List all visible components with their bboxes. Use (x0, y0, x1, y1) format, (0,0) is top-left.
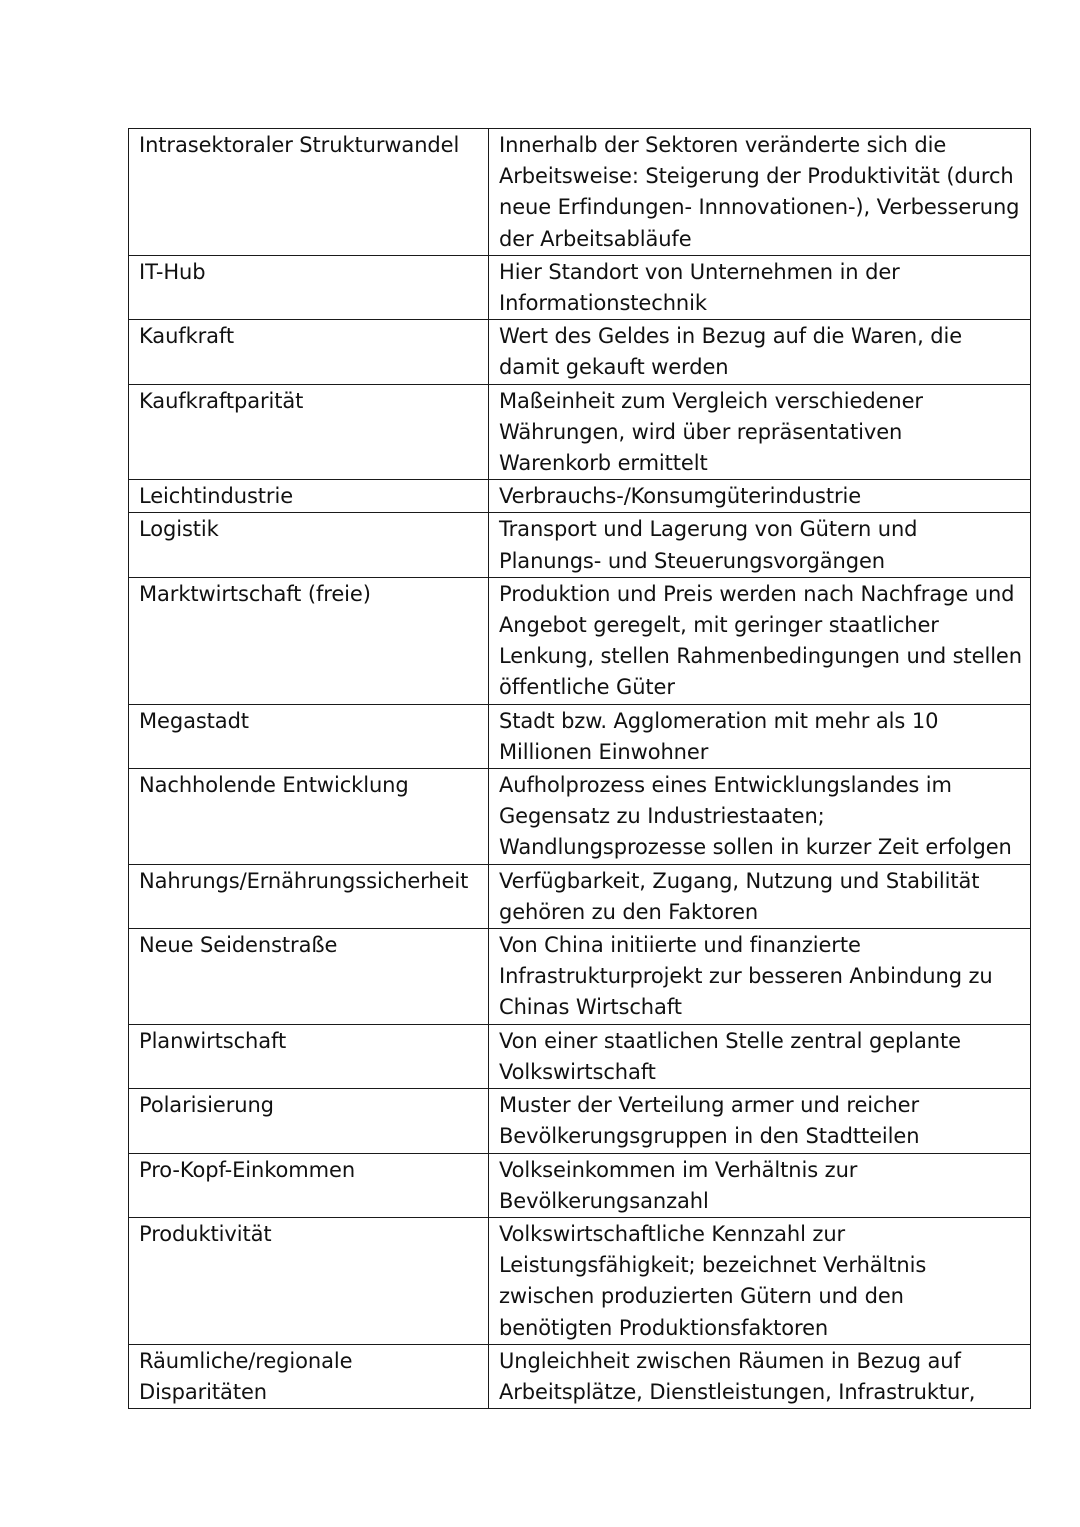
glossary-term (129, 1089, 489, 1153)
glossary-definition (489, 255, 1031, 319)
definition-line: Gegensatz zu Industriestaaten; (499, 804, 825, 829)
definition-line: Warenkorb ermittelt (499, 451, 708, 476)
table-row (129, 1153, 1031, 1217)
definition-line: Leistungsfähigkeit; bezeichnet Verhältnis (499, 1253, 927, 1278)
definition-line: benötigten Produktionsfaktoren (499, 1315, 829, 1340)
term-line: Disparitäten (139, 1379, 267, 1404)
definition-line: Verbrauchs-/Konsumgüterindustrie (499, 484, 862, 509)
definition-line: Von einer staatlichen Stelle zentral geplante (499, 1028, 961, 1053)
term-text: Polarisierung (139, 1093, 274, 1118)
glossary-definition (489, 1217, 1031, 1344)
term-text: Nahrungs/Ernährungssicherheit (139, 868, 469, 893)
term-text: Pro-Kopf-Einkommen (139, 1157, 356, 1182)
definition-line: Innerhalb der Sektoren veränderte sich die (499, 133, 947, 157)
glossary-definition (489, 1153, 1031, 1217)
term-text: Megastadt (139, 708, 249, 733)
table-row (129, 1217, 1031, 1344)
definition-line: Stadt bzw. Agglomeration mit mehr als 10 (499, 708, 939, 733)
definition-line: zwischen produzierten Gütern und den (499, 1284, 904, 1309)
glossary-term (129, 929, 489, 1025)
glossary-term (129, 1217, 489, 1344)
definition-line: Muster der Verteilung armer und reicher (499, 1093, 920, 1118)
definition-line: Von China initiierte und finanzierte (499, 933, 861, 958)
definition-line: Angebot geregelt, mit geringer staatlicher (499, 613, 939, 638)
glossary-body (129, 129, 1031, 1409)
term-text: IT-Hub (139, 259, 206, 284)
definition-line: Volkswirtschaft (499, 1059, 656, 1084)
term-text: Planwirtschaft (139, 1028, 287, 1053)
glossary-definition (489, 1024, 1031, 1088)
definition-line: Bevölkerungsanzahl (499, 1188, 709, 1213)
table-row (129, 480, 1031, 513)
glossary-term (129, 1153, 489, 1217)
glossary-term (129, 384, 489, 480)
term-text: Nachholende Entwicklung (139, 773, 409, 798)
definition-line: Volkseinkommen im Verhältnis zur (499, 1157, 858, 1182)
glossary-definition (489, 513, 1031, 577)
definition-line: Bevölkerungsgruppen in den Stadtteilen (499, 1124, 920, 1149)
glossary-definition (489, 704, 1031, 768)
table-row (129, 929, 1031, 1025)
glossary-term (129, 129, 489, 256)
definition-line: Informationstechnik (499, 291, 707, 316)
definition-line: Arbeitsplätze, Dienstleistungen, Infrastruktur, (499, 1379, 976, 1404)
definition-line: Arbeitsweise: Steigerung der Produktivität (durch (499, 164, 1014, 189)
glossary-term (129, 1024, 489, 1088)
table-row (129, 704, 1031, 768)
definition-line: Millionen Einwohner (499, 739, 709, 764)
glossary-term (129, 769, 489, 865)
definition-line: Infrastrukturprojekt zur besseren Anbindung zu (499, 964, 993, 989)
term-text: Leichtindustrie (139, 484, 294, 509)
glossary-definition (489, 1089, 1031, 1153)
table-row (129, 769, 1031, 865)
table-row (129, 1344, 1031, 1408)
table-row (129, 864, 1031, 928)
glossary-term (129, 864, 489, 928)
definition-line: Lenkung, stellen Rahmenbedingungen und stellen (499, 644, 1022, 669)
glossary-definition (489, 577, 1031, 704)
definition-line: damit gekauft werden (499, 355, 729, 380)
definition-line: Transport und Lagerung von Gütern und (499, 517, 918, 542)
definition-line: öffentliche Güter (499, 675, 675, 700)
glossary-term (129, 704, 489, 768)
term-line: Räumliche/regionale (139, 1348, 353, 1373)
definition-line: Planungs- und Steuerungsvorgängen (499, 548, 885, 573)
definition-line: Ungleichheit zwischen Räumen in Bezug auf (499, 1348, 961, 1373)
table-row (129, 1024, 1031, 1088)
definition-line: Produktion und Preis werden nach Nachfrage und (499, 581, 1015, 606)
definition-line: gehören zu den Faktoren (499, 899, 759, 924)
glossary-definition (489, 929, 1031, 1025)
definition-line: Aufholprozess eines Entwicklungslandes im (499, 773, 952, 798)
definition-line: Chinas Wirtschaft (499, 995, 682, 1020)
table-row (129, 320, 1031, 384)
glossary-definition (489, 384, 1031, 480)
glossary-term (129, 577, 489, 704)
table-row (129, 129, 1031, 256)
table-row (129, 384, 1031, 480)
glossary-term (129, 320, 489, 384)
glossary-table (128, 128, 1031, 1409)
definition-line: Maßeinheit zum Vergleich verschiedener (499, 388, 923, 413)
table-row (129, 255, 1031, 319)
definition-line: Wert des Geldes in Bezug auf die Waren, die (499, 324, 963, 349)
term-text: Produktivität (139, 1221, 272, 1246)
glossary-definition (489, 1344, 1031, 1408)
definition-line: Volkswirtschaftliche Kennzahl zur (499, 1221, 846, 1246)
term-text: Neue Seidenstraße (139, 933, 338, 958)
glossary-term (129, 480, 489, 513)
glossary-term (129, 1344, 489, 1408)
definition-line: der Arbeitsabläufe (499, 226, 692, 251)
term-text: Intrasektoraler Strukturwandel (139, 133, 460, 157)
term-text: Marktwirtschaft (freie) (139, 581, 371, 606)
glossary-definition (489, 480, 1031, 513)
definition-line: Hier Standort von Unternehmen in der (499, 259, 900, 284)
term-text: Kaufkraftparität (139, 388, 304, 413)
table-row (129, 1089, 1031, 1153)
glossary-definition (489, 320, 1031, 384)
table-row (129, 577, 1031, 704)
term-text: Logistik (139, 517, 219, 542)
definition-line: neue Erfindungen- Innnovationen-), Verbesserung (499, 195, 1020, 220)
glossary-term (129, 255, 489, 319)
table-row (129, 513, 1031, 577)
glossary-definition (489, 864, 1031, 928)
definition-line: Währungen, wird über repräsentativen (499, 419, 903, 444)
glossary-definition (489, 769, 1031, 865)
glossary-definition (489, 129, 1031, 256)
definition-line: Wandlungsprozesse sollen in kurzer Zeit erfolgen (499, 835, 1012, 860)
definition-line: Verfügbarkeit, Zugang, Nutzung und Stabilität (499, 868, 980, 893)
term-text: Kaufkraft (139, 324, 234, 349)
glossary-term (129, 513, 489, 577)
